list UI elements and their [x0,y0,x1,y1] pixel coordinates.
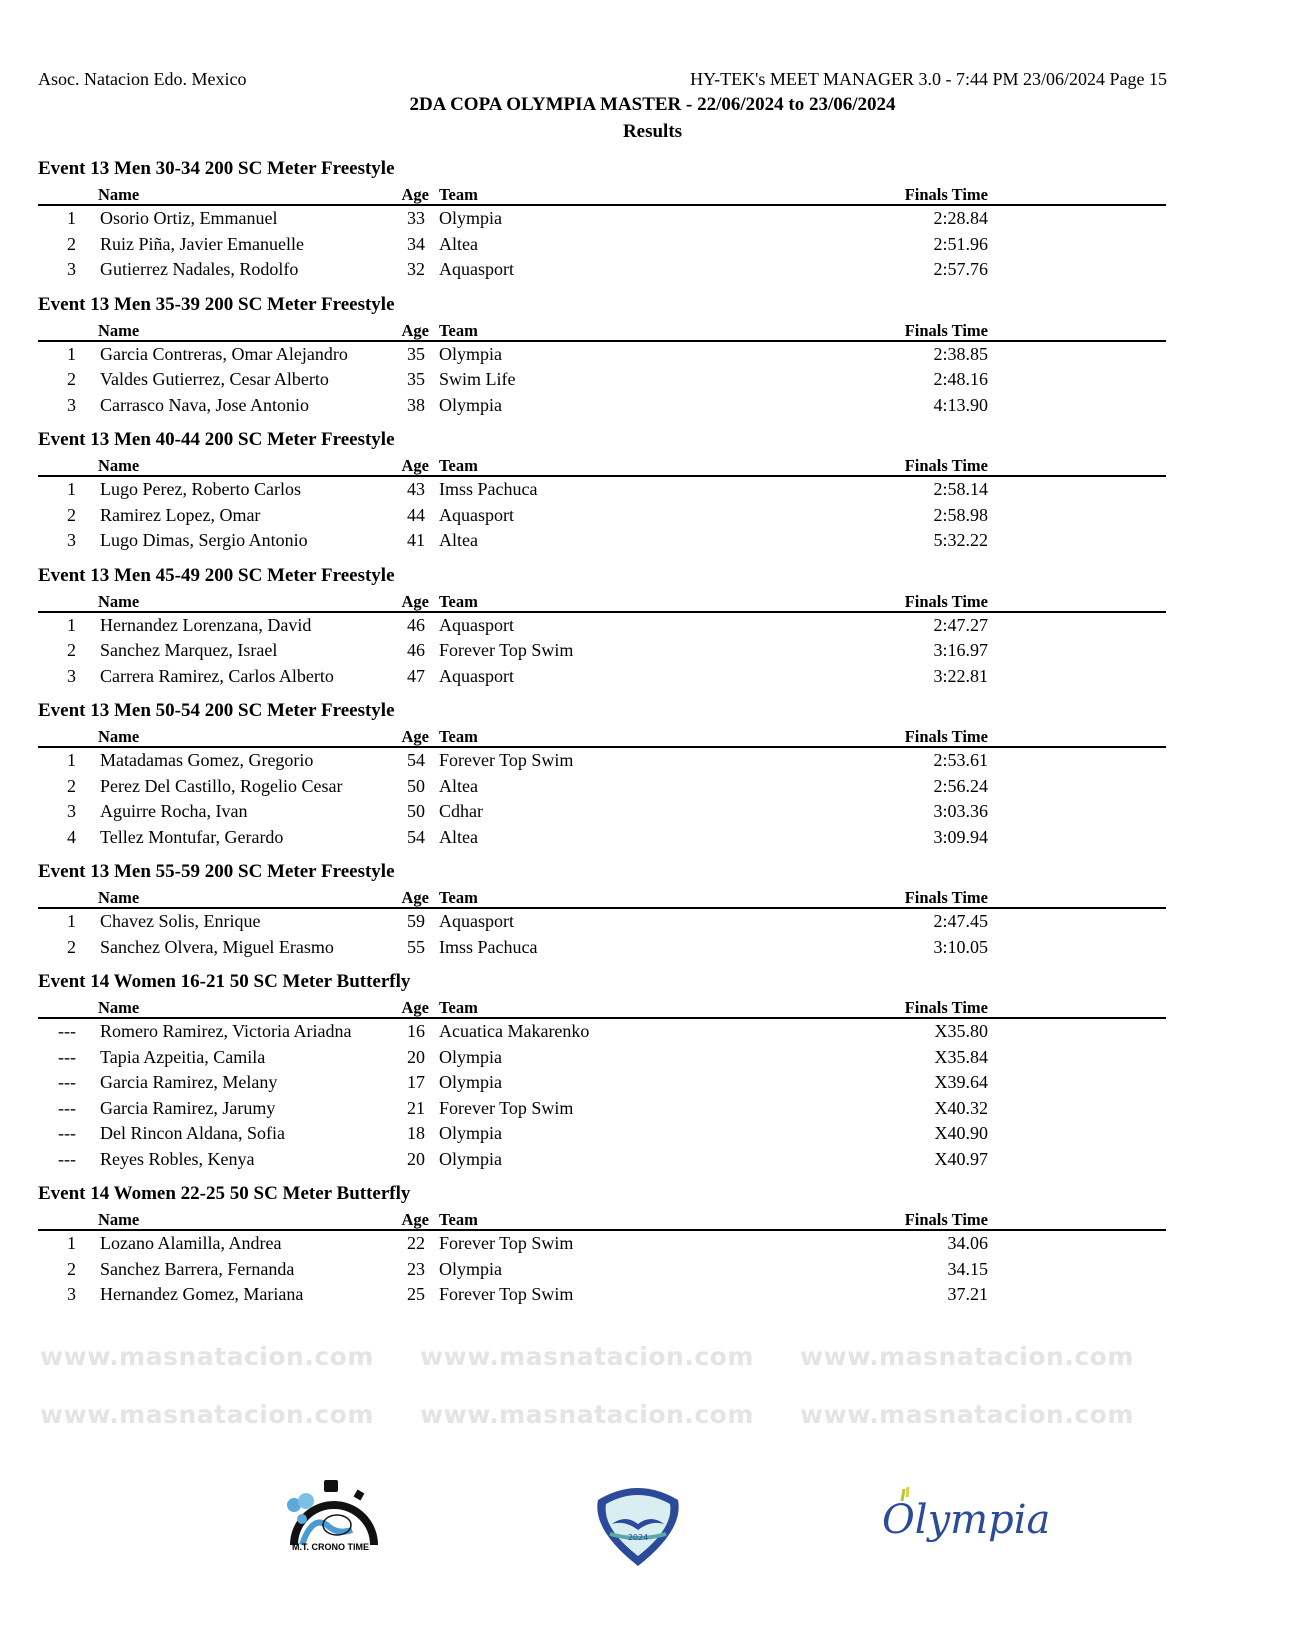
swimmer-name: Tellez Montufar, Gerardo [100,826,284,847]
column-header-age: Age [401,185,429,204]
event-block [38,859,1166,969]
svg-text:Olympia: Olympia [882,1497,1051,1543]
finals-time: 3:03.36 [933,801,988,821]
team: Altea [439,826,478,847]
place: --- [58,1021,76,1041]
place: 1 [67,343,76,364]
swimmer-name: Lozano Alamilla, Andrea [100,1233,282,1253]
age: 43 [407,479,425,499]
age: 20 [407,1148,425,1169]
age: 16 [407,1021,425,1041]
age: 22 [407,1233,425,1253]
age: 23 [407,1258,425,1279]
team: Cdhar [439,801,483,821]
column-header-name: Name [98,998,140,1017]
age: 35 [407,369,425,389]
place: 3 [67,530,76,550]
place: 3 [67,1284,76,1304]
event-title: Event 13 Men 35-39 200 SC Meter Freestyle [38,293,395,315]
column-header-age: Age [401,1210,429,1229]
finals-time: X40.90 [934,1123,988,1143]
age: 34 [407,233,425,254]
team: Imss Pachuca [439,936,538,957]
watermark: www.masnatacion.com [40,1342,374,1371]
finals-time: 2:58.14 [933,479,988,499]
column-header-time: Finals Time [904,1210,988,1229]
swimmer-name: Carrasco Nava, Jose Antonio [100,394,309,415]
organization: Asoc. Natacion Edo. Mexico [38,69,247,89]
column-header-name: Name [98,185,140,204]
place: 3 [67,394,76,415]
place: 2 [67,369,76,389]
place: --- [58,1046,76,1067]
result-row [38,342,1166,368]
column-header-row [38,885,1166,909]
finals-time: 37.21 [947,1284,988,1304]
finals-time: 5:32.22 [933,530,988,550]
place: 1 [67,911,76,931]
place: 1 [67,1233,76,1253]
column-header-row [38,589,1166,613]
column-header-team: Team [439,185,478,204]
finals-time: X40.97 [934,1148,988,1169]
swimmer-name: Matadamas Gomez, Gregorio [100,750,314,770]
place: --- [58,1097,76,1118]
age: 54 [407,826,425,847]
place: --- [58,1148,76,1169]
finals-time: 2:53.61 [933,750,988,770]
column-header-row [38,724,1166,748]
age: 50 [407,801,425,821]
crono-logo-text: M.T. CRONO TIME [292,1542,369,1552]
svg-text:2024: 2024 [627,1533,649,1542]
column-header-age: Age [401,456,429,475]
finals-time: 2:48.16 [933,369,988,389]
column-header-team: Team [439,727,478,746]
result-row [38,613,1166,639]
column-header-name: Name [98,1210,140,1229]
swimmer-name: Gutierrez Nadales, Rodolfo [100,259,299,279]
crono-time-logo [282,1475,387,1565]
finals-time: 2:47.45 [933,911,988,931]
team: Forever Top Swim [439,1284,574,1304]
age: 46 [407,614,425,635]
finals-time: 2:58.98 [933,504,988,525]
column-header-age: Age [401,727,429,746]
finals-time: 2:28.84 [933,208,988,228]
team: Altea [439,775,478,796]
swimmer-name: Ramirez Lopez, Omar [100,504,261,525]
finals-time: 2:47.27 [933,614,988,635]
result-row [38,1096,1166,1122]
column-header-age: Age [401,320,429,340]
finals-time: 4:13.90 [933,394,988,415]
age: 44 [407,504,425,525]
team: Olympia [439,1258,502,1279]
age: 35 [407,343,425,364]
swimmer-name: Garcia Ramirez, Jarumy [100,1097,276,1118]
swimmer-name: Del Rincon Aldana, Sofia [100,1123,285,1143]
finals-time: X39.64 [934,1072,988,1092]
team: Forever Top Swim [439,750,574,770]
result-row [38,393,1166,419]
team: Olympia [439,208,502,228]
column-header-name: Name [98,320,140,340]
event-title: Event 13 Men 45-49 200 SC Meter Freestyle [38,564,395,586]
column-header-time: Finals Time [904,727,988,746]
column-header-row [38,318,1166,342]
column-header-time: Finals Time [904,888,988,907]
finals-time: 34.15 [947,1258,988,1279]
place: --- [58,1123,76,1143]
finals-time: 3:10.05 [933,936,988,957]
age: 25 [407,1284,425,1304]
swimmer-name: Sanchez Marquez, Israel [100,640,278,660]
event-block [38,563,1166,699]
result-row [38,825,1166,851]
result-row [38,1282,1166,1308]
swimmer-name: Reyes Robles, Kenya [100,1148,255,1169]
event-title: Event 13 Men 40-44 200 SC Meter Freestyle [38,429,395,450]
column-header-name: Name [98,456,140,475]
result-row [38,503,1166,529]
place: 2 [67,504,76,525]
result-row [38,232,1166,258]
finals-time: 2:56.24 [933,775,988,796]
swimmer-name: Romero Ramirez, Victoria Ariadna [100,1021,352,1041]
swimmer-name: Perez Del Castillo, Rogelio Cesar [100,775,343,796]
swimmer-name: Lugo Dimas, Sergio Antonio [100,530,308,550]
watermark: www.masnatacion.com [420,1400,754,1429]
age: 21 [407,1097,425,1118]
column-header-row [38,1207,1166,1231]
results-heading: Results [622,121,683,142]
age: 47 [407,665,425,686]
team: Aquasport [439,665,514,686]
age: 50 [407,775,425,796]
result-row [38,664,1166,690]
team: Olympia [439,1123,502,1143]
swimmer-name: Hernandez Lorenzana, David [100,614,312,635]
watermark: www.masnatacion.com [800,1400,1134,1429]
swimmer-name: Ruiz Piña, Javier Emanuelle [100,233,304,254]
swimmer-name: Valdes Gutierrez, Cesar Alberto [100,369,329,389]
column-header-team: Team [439,1210,478,1229]
finals-time: 2:57.76 [933,259,988,279]
age: 55 [407,936,425,957]
place: 2 [67,640,76,660]
column-header-name: Name [98,591,140,611]
result-row [38,748,1166,774]
team: Forever Top Swim [439,1233,574,1253]
swimmer-name: Garcia Ramirez, Melany [100,1072,278,1092]
finals-time: X35.80 [934,1021,988,1041]
column-header-team: Team [439,320,478,340]
watermark: www.masnatacion.com [800,1342,1134,1371]
column-header-time: Finals Time [904,591,988,611]
swimmer-name: Lugo Perez, Roberto Carlos [100,479,301,499]
watermark: www.masnatacion.com [420,1342,754,1371]
event-block [38,156,1166,292]
event-block [38,698,1166,859]
swimmer-name: Garcia Contreras, Omar Alejandro [100,343,348,364]
team: Olympia [439,1148,502,1169]
column-header-time: Finals Time [904,456,988,475]
place: 3 [67,801,76,821]
copa-olympia-badge-logo [592,1480,684,1573]
finals-time: X35.84 [934,1046,988,1067]
result-row [38,528,1166,554]
result-row [38,1231,1166,1257]
result-row [38,774,1166,800]
result-row [38,1045,1166,1071]
event-block [38,969,1166,1181]
result-row [38,638,1166,664]
team: Altea [439,233,478,254]
team: Imss Pachuca [439,479,538,499]
column-header-team: Team [439,888,478,907]
event-block [38,292,1166,428]
swimmer-name: Chavez Solis, Enrique [100,911,261,931]
column-header-row [38,453,1166,477]
result-row [38,257,1166,283]
place: 3 [67,259,76,279]
place: 1 [67,614,76,635]
place: 4 [67,826,76,847]
age: 59 [407,911,425,931]
team: Swim Life [439,369,516,389]
team: Olympia [439,1072,502,1092]
column-header-team: Team [439,998,478,1017]
olympia-logo [880,1483,1051,1558]
team: Altea [439,530,478,550]
age: 33 [407,208,425,228]
swimmer-name: Tapia Azpeitia, Camila [100,1046,266,1067]
age: 17 [407,1072,425,1092]
column-header-row [38,995,1166,1019]
place: 1 [67,479,76,499]
finals-time: 34.06 [947,1233,988,1253]
result-row [38,206,1166,232]
finals-time: 3:22.81 [933,665,988,686]
team: Acuatica Makarenko [439,1021,590,1041]
event-title: Event 14 Women 22-25 50 SC Meter Butterfly [38,1183,411,1204]
result-row [38,1019,1166,1045]
team: Olympia [439,1046,502,1067]
team: Forever Top Swim [439,640,574,660]
swimmer-name: Aguirre Rocha, Ivan [100,801,248,821]
column-header-age: Age [401,998,429,1017]
place: 2 [67,1258,76,1279]
swimmer-name: Sanchez Barrera, Fernanda [100,1258,295,1279]
place: 2 [67,233,76,254]
age: 18 [407,1123,425,1143]
place: 2 [67,936,76,957]
column-header-team: Team [439,456,478,475]
software-info: HY-TEK's MEET MANAGER 3.0 - 7:44 PM 23/06/2024 Page 15 [690,69,1167,89]
finals-time: 3:16.97 [933,640,988,660]
column-header-name: Name [98,888,140,907]
place: 2 [67,775,76,796]
column-header-time: Finals Time [904,185,988,204]
result-row [38,799,1166,825]
column-header-time: Finals Time [904,998,988,1017]
team: Olympia [439,343,502,364]
swimmer-name: Osorio Ortiz, Emmanuel [100,208,278,228]
finals-time: 2:38.85 [933,343,988,364]
age: 20 [407,1046,425,1067]
team: Forever Top Swim [439,1097,574,1118]
place: 1 [67,750,76,770]
finals-time: 2:51.96 [933,233,988,254]
finals-time: 3:09.94 [933,826,988,847]
column-header-row [38,182,1166,206]
result-row [38,909,1166,935]
swimmer-name: Sanchez Olvera, Miguel Erasmo [100,936,334,957]
team: Olympia [439,394,502,415]
event-title: Event 14 Women 16-21 50 SC Meter Butterfly [38,971,411,992]
event-title: Event 13 Men 55-59 200 SC Meter Freestyle [38,861,395,882]
swimmer-name: Hernandez Gomez, Mariana [100,1284,304,1304]
result-row [38,1121,1166,1147]
team: Aquasport [439,504,514,525]
age: 32 [407,259,425,279]
event-title: Event 13 Men 30-34 200 SC Meter Freestyle [38,158,395,179]
team: Aquasport [439,911,514,931]
column-header-time: Finals Time [904,320,988,340]
column-header-age: Age [401,591,429,611]
place: 3 [67,665,76,686]
result-row [38,477,1166,503]
result-row [38,935,1166,961]
watermark: www.masnatacion.com [40,1400,374,1429]
events-list [38,156,1166,1317]
age: 46 [407,640,425,660]
result-row [38,1147,1166,1173]
event-block [38,427,1166,563]
age: 38 [407,394,425,415]
event-block [38,1181,1166,1317]
column-header-team: Team [439,591,478,611]
result-row [38,1257,1166,1283]
team: Aquasport [439,614,514,635]
swimmer-name: Carrera Ramirez, Carlos Alberto [100,665,334,686]
place: 1 [67,208,76,228]
finals-time: X40.32 [934,1097,988,1118]
result-row [38,1070,1166,1096]
age: 41 [407,530,425,550]
place: --- [58,1072,76,1092]
column-header-name: Name [98,727,140,746]
column-header-age: Age [401,888,429,907]
age: 54 [407,750,425,770]
meet-title: 2DA COPA OLYMPIA MASTER - 22/06/2024 to 23/06/2024 [409,94,896,115]
team: Aquasport [439,259,514,279]
result-row [38,367,1166,393]
event-title: Event 13 Men 50-54 200 SC Meter Freestyle [38,700,395,721]
